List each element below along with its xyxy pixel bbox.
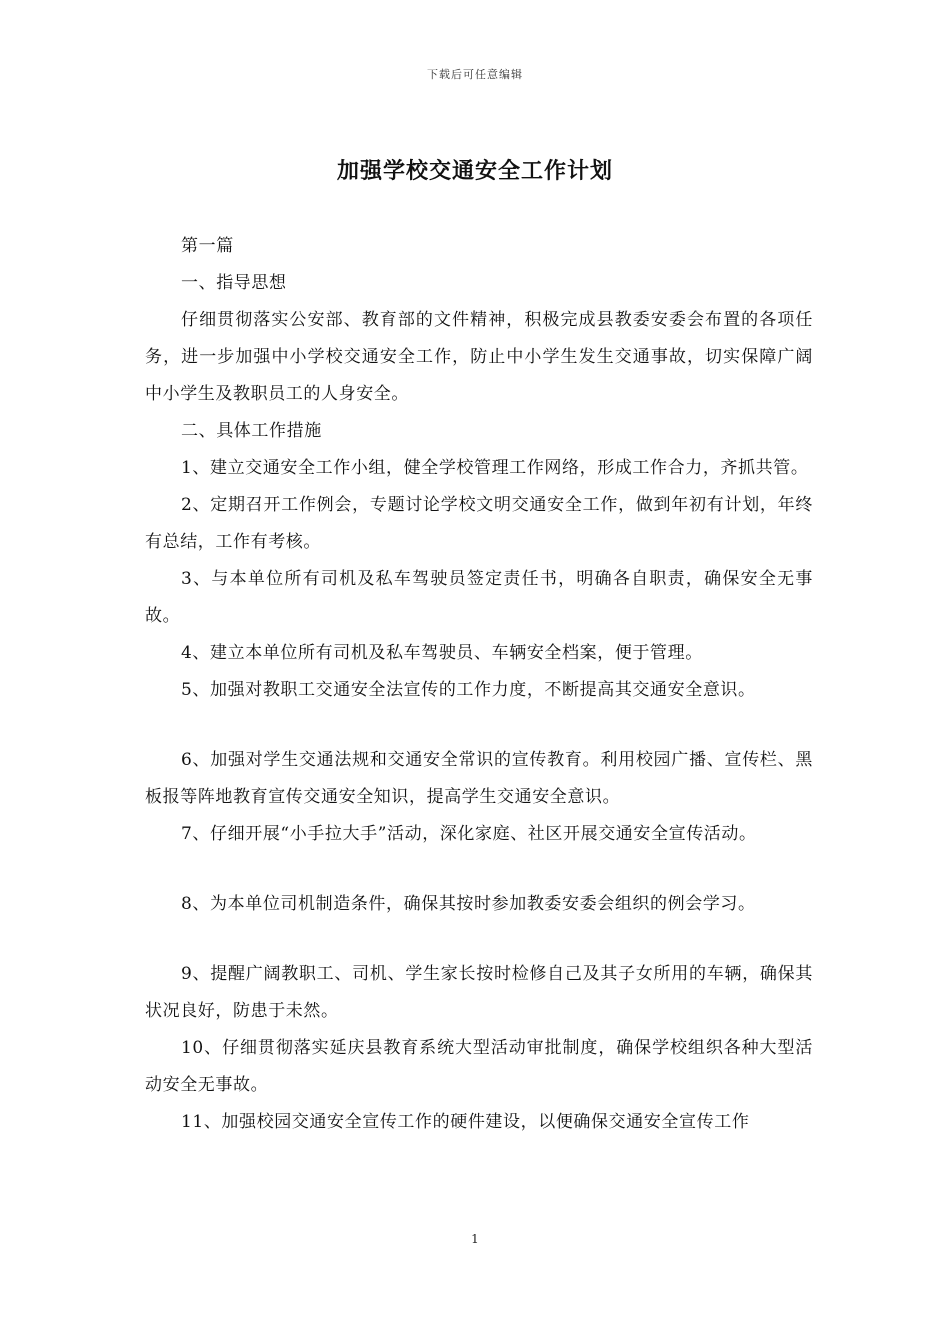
measure-item-3: 3、与本单位所有司机及私车驾驶员签定责任书，明确各自职责，确保安全无事故。 (145, 569, 813, 626)
measure-item-9: 9、提醒广阔教职工、司机、学生家长按时检修自己及其子女所用的车辆，确保其状况良好，防患于未然。 (145, 964, 813, 1021)
paragraph-guiding-ideology: 仔细贯彻落实公安部、教育部的文件精神，积极完成县教委安委会布置的各项任务，进一步加强中小学校交通安全工作，防止中小学生发生交通事故，切实保障广阔中小学生及教职员工的人身安全。 (145, 310, 813, 404)
measure-item-10: 10、仔细贯彻落实延庆县教育系统大型活动审批制度，确保学校组织各种大型活动安全无事故。 (145, 1038, 813, 1095)
measure-item-5: 5、加强对教职工交通安全法宣传的工作力度，不断提高其交通安全意识。 (181, 680, 756, 700)
heading-guiding-ideology: 一、指导思想 (181, 273, 287, 293)
measure-item-2: 2、定期召开工作例会，专题讨论学校文明交通安全工作，做到年初有计划，年终有总结，工作有考核。 (145, 495, 813, 552)
measure-item-11: 11、加强校园交通安全宣传工作的硬件建设，以便确保交通安全宣传工作 (181, 1112, 750, 1132)
heading-work-measures: 二、具体工作措施 (181, 421, 322, 441)
measure-item-8: 8、为本单位司机制造条件，确保其按时参加教委安委会组织的例会学习。 (181, 894, 756, 914)
document-body (145, 228, 813, 1141)
measure-item-4: 4、建立本单位所有司机及私车驾驶员、车辆安全档案，便于管理。 (181, 643, 703, 663)
measure-item-7: 7、仔细开展“小手拉大手”活动，深化家庭、社区开展交通安全宣传活动。 (181, 824, 757, 844)
page-header-note: 下载后可任意编辑 (427, 68, 523, 81)
section-label: 第一篇 (181, 236, 234, 256)
measure-item-1: 1、建立交通安全工作小组，健全学校管理工作网络，形成工作合力，齐抓共管。 (181, 458, 809, 478)
document-title: 加强学校交通安全工作计划 (336, 158, 613, 184)
page-number: 1 (471, 1232, 479, 1246)
measure-item-6: 6、加强对学生交通法规和交通安全常识的宣传教育。利用校园广播、宣传栏、黑板报等阵地教育宣传交通安全知识，提高学生交通安全意识。 (145, 750, 813, 807)
